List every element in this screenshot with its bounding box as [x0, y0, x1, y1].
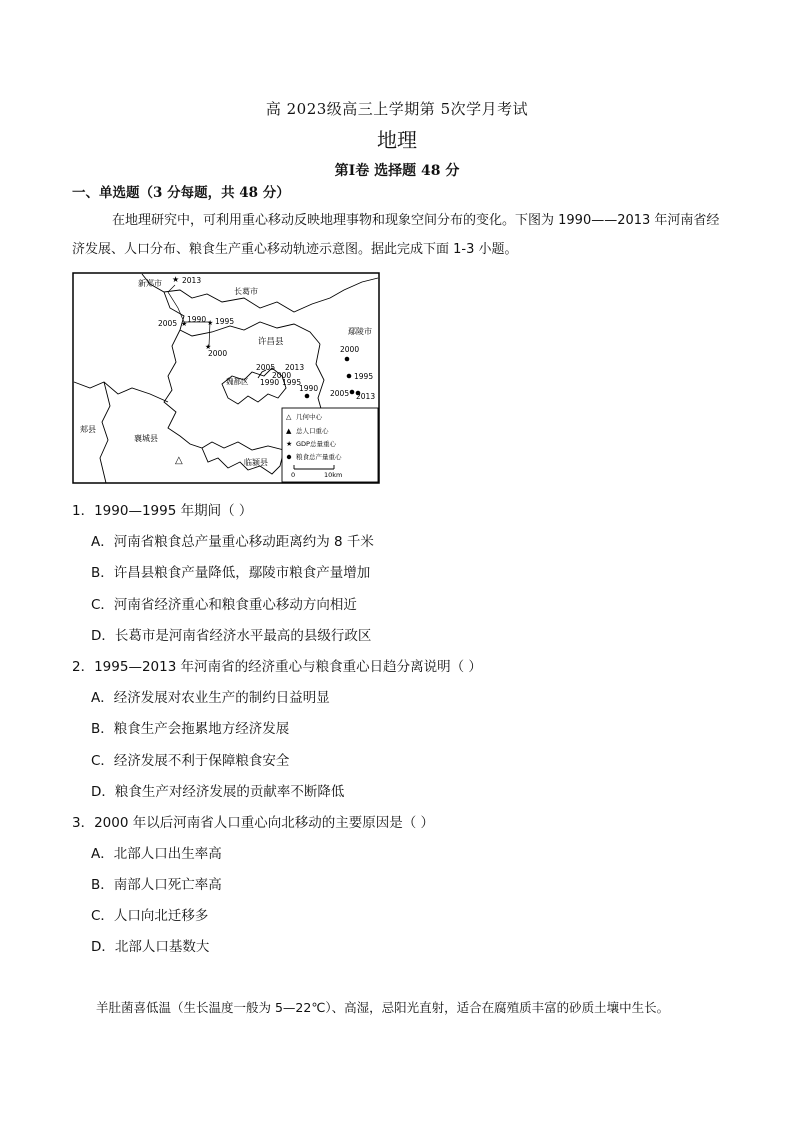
question-2-option-a: A．经济发展对农业生产的制约日益明显 [91, 690, 330, 706]
legend-triangle-icon: △ [286, 413, 292, 421]
grain-1995-dot [347, 374, 352, 379]
year-pop-2013: 2013 [285, 363, 305, 372]
label-jiaxian: 郏县 [80, 425, 96, 434]
legend-population: 总人口重心 [296, 427, 329, 435]
legend-dot-icon [287, 455, 291, 459]
question-3-stem: 3．2000 年以后河南省人口重心向北移动的主要原因是（ ） [72, 815, 435, 831]
year-grain-2005: 2005 [330, 389, 350, 398]
section-heading: 第Ⅰ卷 选择题 48 分 [334, 163, 460, 179]
label-xinzheng: 新郑市 [138, 279, 162, 288]
label-changge: 长葛市 [234, 287, 258, 296]
year-pop-2000: 2000 [272, 371, 292, 380]
label-linying: 临颍县 [244, 458, 268, 467]
gdp-2005-star: ★ [181, 320, 188, 328]
year-pop-1995: 1995 [282, 378, 302, 387]
question-1-stem: 1．1990—1995 年期间（ ） [72, 503, 253, 519]
question-1-option-d: D．长葛市是河南省经济水平最高的县级行政区 [91, 628, 372, 644]
intro-paragraph: 在地理研究中，可利用重心移动反映地理事物和现象空间分布的变化。下图为 1990——2013 年河南省经济发展、人口分布、粮食生产重心移动轨迹示意图。据此完成下面 1-3 小题。 [72, 213, 720, 257]
question-3-option-d: D．北部人口基数大 [91, 939, 210, 955]
part-heading: 一、单选题（3 分每题，共 48 分） [72, 185, 290, 201]
scale-zero: 0 [291, 471, 296, 479]
grain-2005-dot [350, 390, 355, 395]
grain-2000-dot [345, 357, 350, 362]
year-gdp-1995: 1995 [215, 317, 235, 326]
year-gdp-2013: 2013 [182, 276, 202, 285]
year-grain-1990: 1990 [299, 384, 319, 393]
year-grain-2013: 2013 [356, 392, 376, 401]
question-2-option-d: D．粮食生产对经济发展的贡献率不断降低 [91, 784, 345, 800]
question-1-option-b: B．许昌县粮食产量降低，鄢陵市粮食产量增加 [91, 565, 371, 581]
gdp-1995-star: ★ [207, 319, 214, 327]
year-grain-2000: 2000 [340, 345, 360, 354]
question-2-stem: 2．1995—2013 年河南省的经济重心与粮食重心日趋分离说明（ ） [72, 659, 482, 675]
question-2-option-b: B．粮食生产会拖累地方经济发展 [91, 721, 290, 737]
year-pop-2005: 2005 [256, 363, 276, 372]
exam-title: 高 2023级高三上学期第 5次学月考试 [265, 100, 529, 118]
year-grain-1995: 1995 [354, 372, 374, 381]
legend-pop-symbol: ▲ [286, 427, 292, 435]
label-yanling: 鄢陵市 [348, 327, 372, 336]
year-gdp-1990: 1990 [187, 315, 207, 324]
geometric-center-triangle: △ [175, 455, 183, 466]
legend-star-icon: ★ [286, 440, 293, 448]
label-xiangcheng: 襄城县 [134, 434, 158, 443]
scale-label: 10km [324, 471, 343, 479]
grain-1990-dot [305, 394, 310, 399]
legend-grain: 粮食总产量重心 [296, 453, 342, 461]
label-xuchang: 许昌县 [258, 337, 284, 347]
year-gdp-2000: 2000 [208, 349, 228, 358]
question-3-option-a: A．北部人口出生率高 [91, 846, 222, 862]
label-weidu: 魏都区 [226, 377, 249, 386]
question-2-option-c: C．经济发展不利于保障粮食安全 [91, 753, 290, 769]
next-passage-text: 羊肚菌喜低温（生长温度一般为 5—22℃）、高湿，忌阳光直射，适合在腐殖质丰富的砂质土壤中生长。 [96, 1000, 670, 1015]
question-3-option-b: B．南部人口死亡率高 [91, 877, 222, 893]
legend-gdp: GDP总量重心 [296, 440, 336, 448]
year-pop-1990: 1990 [260, 378, 280, 387]
year-gdp-2005: 2005 [158, 319, 178, 328]
center-of-gravity-map [72, 272, 380, 484]
legend-geometric: 几何中心 [296, 413, 322, 421]
gdp-2013-star: ★ [172, 275, 180, 284]
question-1-option-a: A．河南省粮食总产量重心移动距离约为 8 千米 [91, 534, 374, 550]
question-3-option-c: C．人口向北迁移多 [91, 908, 209, 924]
subject-title: 地理 [377, 128, 417, 152]
gdp-2000-star: ★ [205, 343, 212, 351]
question-1-option-c: C．河南省经济重心和粮食重心移动方向相近 [91, 597, 357, 613]
